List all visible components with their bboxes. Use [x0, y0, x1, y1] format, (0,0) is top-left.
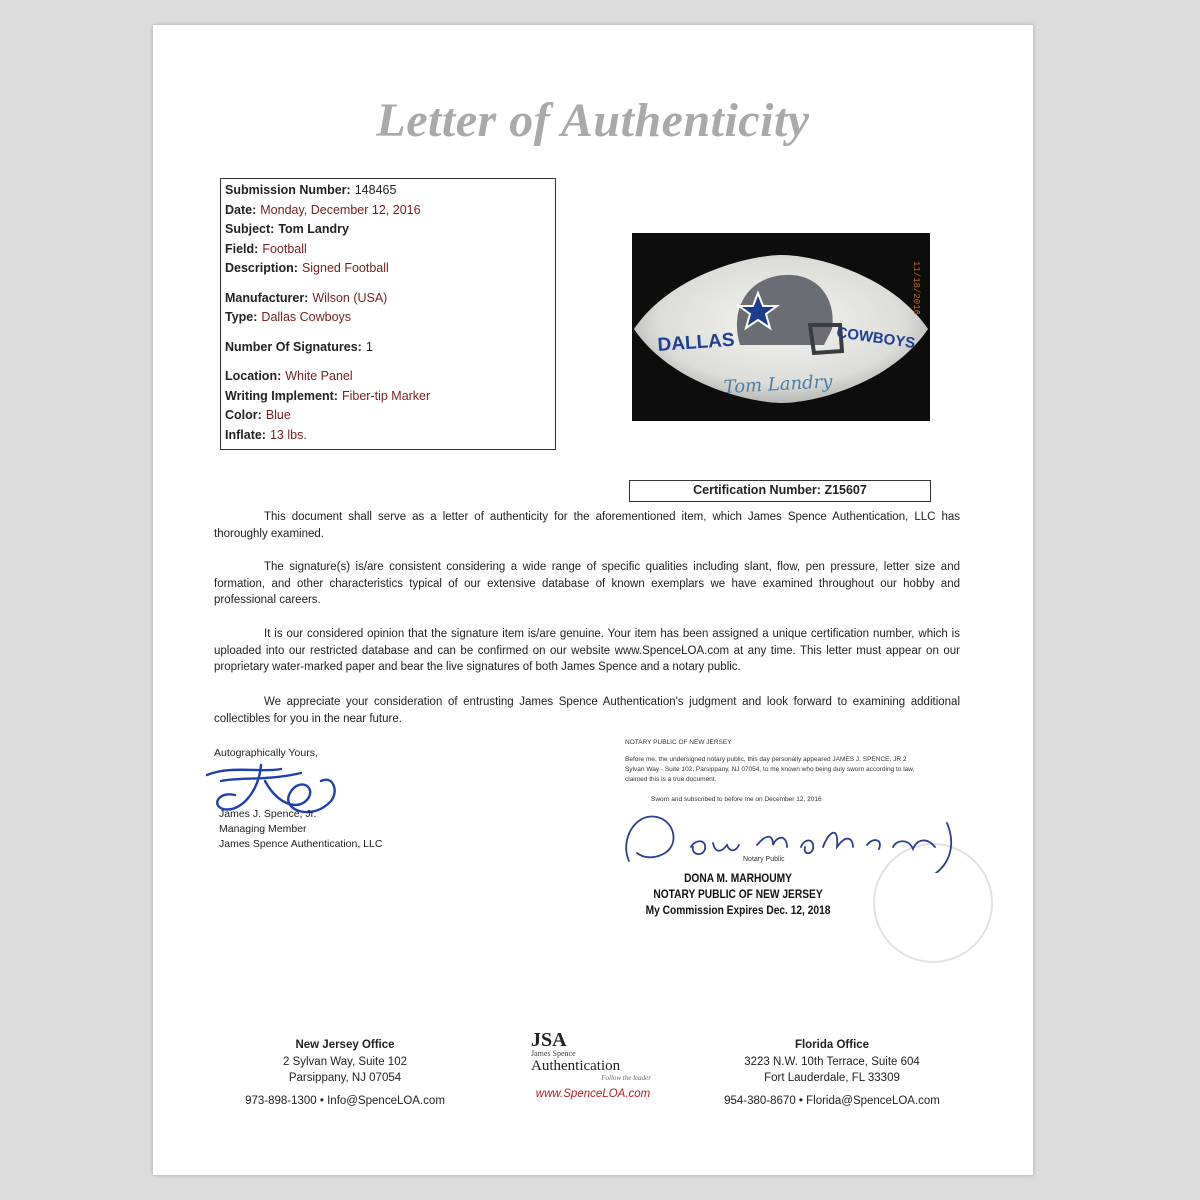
jsa-logo-auth: Authentication — [531, 1058, 621, 1074]
notary-title: NOTARY PUBLIC OF NEW JERSEY — [653, 887, 823, 901]
detail-label: Type: — [225, 310, 258, 324]
detail-row-signatures — [225, 338, 555, 358]
detail-value: 1 — [365, 339, 373, 354]
certification-number-box — [629, 480, 931, 502]
detail-row-inflate — [225, 426, 555, 446]
detail-value: Signed Football — [301, 261, 389, 275]
website-link[interactable]: www.SpenceLOA.com — [535, 1088, 651, 1100]
photo-date-stamp: 11/18/2016 — [911, 261, 921, 316]
detail-label: Location: — [225, 369, 282, 383]
jsa-logo-small: James Spence — [531, 1049, 576, 1058]
closing-salutation: Autographically Yours, — [214, 747, 318, 759]
notary-heading: NOTARY PUBLIC OF NEW JERSEY — [625, 739, 732, 746]
footer-nj-office — [215, 1037, 475, 1109]
ball-signature: Tom Landry — [723, 371, 833, 398]
notary-name-block — [640, 870, 836, 918]
signer-company: James Spence Authentication, LLC — [219, 838, 383, 850]
footer-fl-office — [702, 1037, 962, 1109]
page-title: Letter of Authenticity — [376, 94, 810, 147]
detail-label: Manufacturer: — [225, 290, 309, 305]
detail-row-location — [225, 367, 555, 387]
notary-signature — [617, 803, 957, 873]
paragraph-appreciation: We appreciate your consideration of entrusting James Spence Authentication's judgment and look forward to examining additional collectibles for you in the near future. — [214, 696, 960, 725]
signer-name: James J. Spence, Jr. — [219, 808, 317, 820]
nj-office-line2: Parsippany, NJ 07054 — [288, 1072, 402, 1084]
detail-value: 148465 — [354, 183, 397, 197]
fl-office-heading: Florida Office — [794, 1039, 870, 1051]
ball-text-right: COWBOYS — [835, 324, 917, 352]
paragraph-consistency: The signature(s) is/are consistent considering a wide range of specific qualities including slant, flow, pen pressure, letter size and formation, and other characteristics typical of our extensive database of known exemplars we have examined throughout our hobby and professional careers. — [214, 561, 960, 606]
item-photo — [632, 233, 930, 421]
paragraph-opinion: It is our considered opinion that the signature item is/are genuine. Your item has been assigned a unique certification number, which is uploaded into our restricted database and can be confirmed on our website www.SpenceLOA.com at any time. This letter must appear on our proprietary water-marked paper and bear the live signatures of both James Spence and a notary public. — [214, 628, 960, 673]
notary-name: DONA M. MARHOUMY — [684, 871, 792, 885]
detail-label: Inflate: — [225, 427, 266, 442]
detail-label: Field: — [225, 241, 259, 256]
notary-statement: Before me, the undersigned notary public, this day personally appeared JAMES J. SPENCE, JR 2 Sylvan Way - Suite 102, Parsippany, NJ 07054, to me known who being duly sworn according to law, claimed this is a true document. — [625, 756, 915, 783]
fl-office-line2: Fort Lauderdale, FL 33309 — [764, 1072, 900, 1084]
detail-value: Tom Landry — [278, 222, 349, 236]
football-photo-svg — [632, 233, 930, 421]
jsa-logo-mark: JSA — [531, 1029, 567, 1051]
detail-row-submission — [225, 181, 555, 201]
detail-value: Fiber-tip Marker — [341, 388, 431, 403]
detail-value: Blue — [265, 408, 291, 422]
ball-text-left: DALLAS — [656, 329, 736, 356]
detail-row-subject — [225, 220, 555, 240]
detail-row-field — [225, 240, 555, 260]
detail-value: 13 lbs. — [269, 427, 307, 442]
item-details-box — [220, 178, 556, 450]
detail-row-manufacturer — [225, 289, 555, 309]
jsa-logo-tagline: Follow the leader — [601, 1074, 651, 1082]
detail-label: Date: — [225, 202, 257, 217]
notary-commission: My Commission Expires Dec. 12, 2018 — [645, 903, 831, 917]
detail-label: Subject: — [225, 222, 275, 236]
detail-label: Color: — [225, 408, 262, 422]
notary-sworn: Sworn and subscribed to before me on December 12, 2016 — [651, 796, 822, 803]
cert-label: Certification Number: — [693, 483, 821, 497]
detail-row-date — [225, 201, 555, 221]
fl-office-contact: 954-380-8670 • Florida@SpenceLOA.com — [724, 1094, 940, 1107]
detail-value: Football — [262, 241, 307, 256]
detail-label: Submission Number: — [225, 183, 351, 197]
detail-value: Dallas Cowboys — [261, 310, 352, 324]
fl-office-line1: 3223 N.W. 10th Terrace, Suite 604 — [744, 1055, 920, 1068]
detail-label: Number Of Signatures: — [225, 339, 362, 354]
nj-office-contact: 973-898-1300 • Info@SpenceLOA.com — [245, 1094, 445, 1107]
detail-label: Description: — [225, 261, 298, 275]
detail-row-implement — [225, 387, 555, 407]
detail-label: Writing Implement: — [225, 388, 338, 403]
paragraph-intro: This document shall serve as a letter of authenticity for the aforementioned item, which James Spence Authentication, LLC has thoroughly examined. — [214, 511, 960, 540]
detail-value: White Panel — [285, 369, 353, 383]
notary-caption: Notary Public — [743, 856, 785, 863]
nj-office-line1: 2 Sylvan Way, Suite 102 — [282, 1055, 407, 1068]
detail-row-type — [225, 308, 555, 328]
jsa-logo — [513, 1030, 673, 1100]
detail-value: Monday, December 12, 2016 — [260, 202, 421, 217]
cert-value: Z15607 — [824, 483, 867, 497]
signer-role: Managing Member — [219, 823, 307, 835]
nj-office-heading: New Jersey Office — [295, 1039, 395, 1051]
letter-page — [153, 25, 1033, 1175]
detail-value: Wilson (USA) — [312, 290, 388, 305]
detail-row-color — [225, 406, 555, 426]
detail-row-description — [225, 259, 555, 279]
